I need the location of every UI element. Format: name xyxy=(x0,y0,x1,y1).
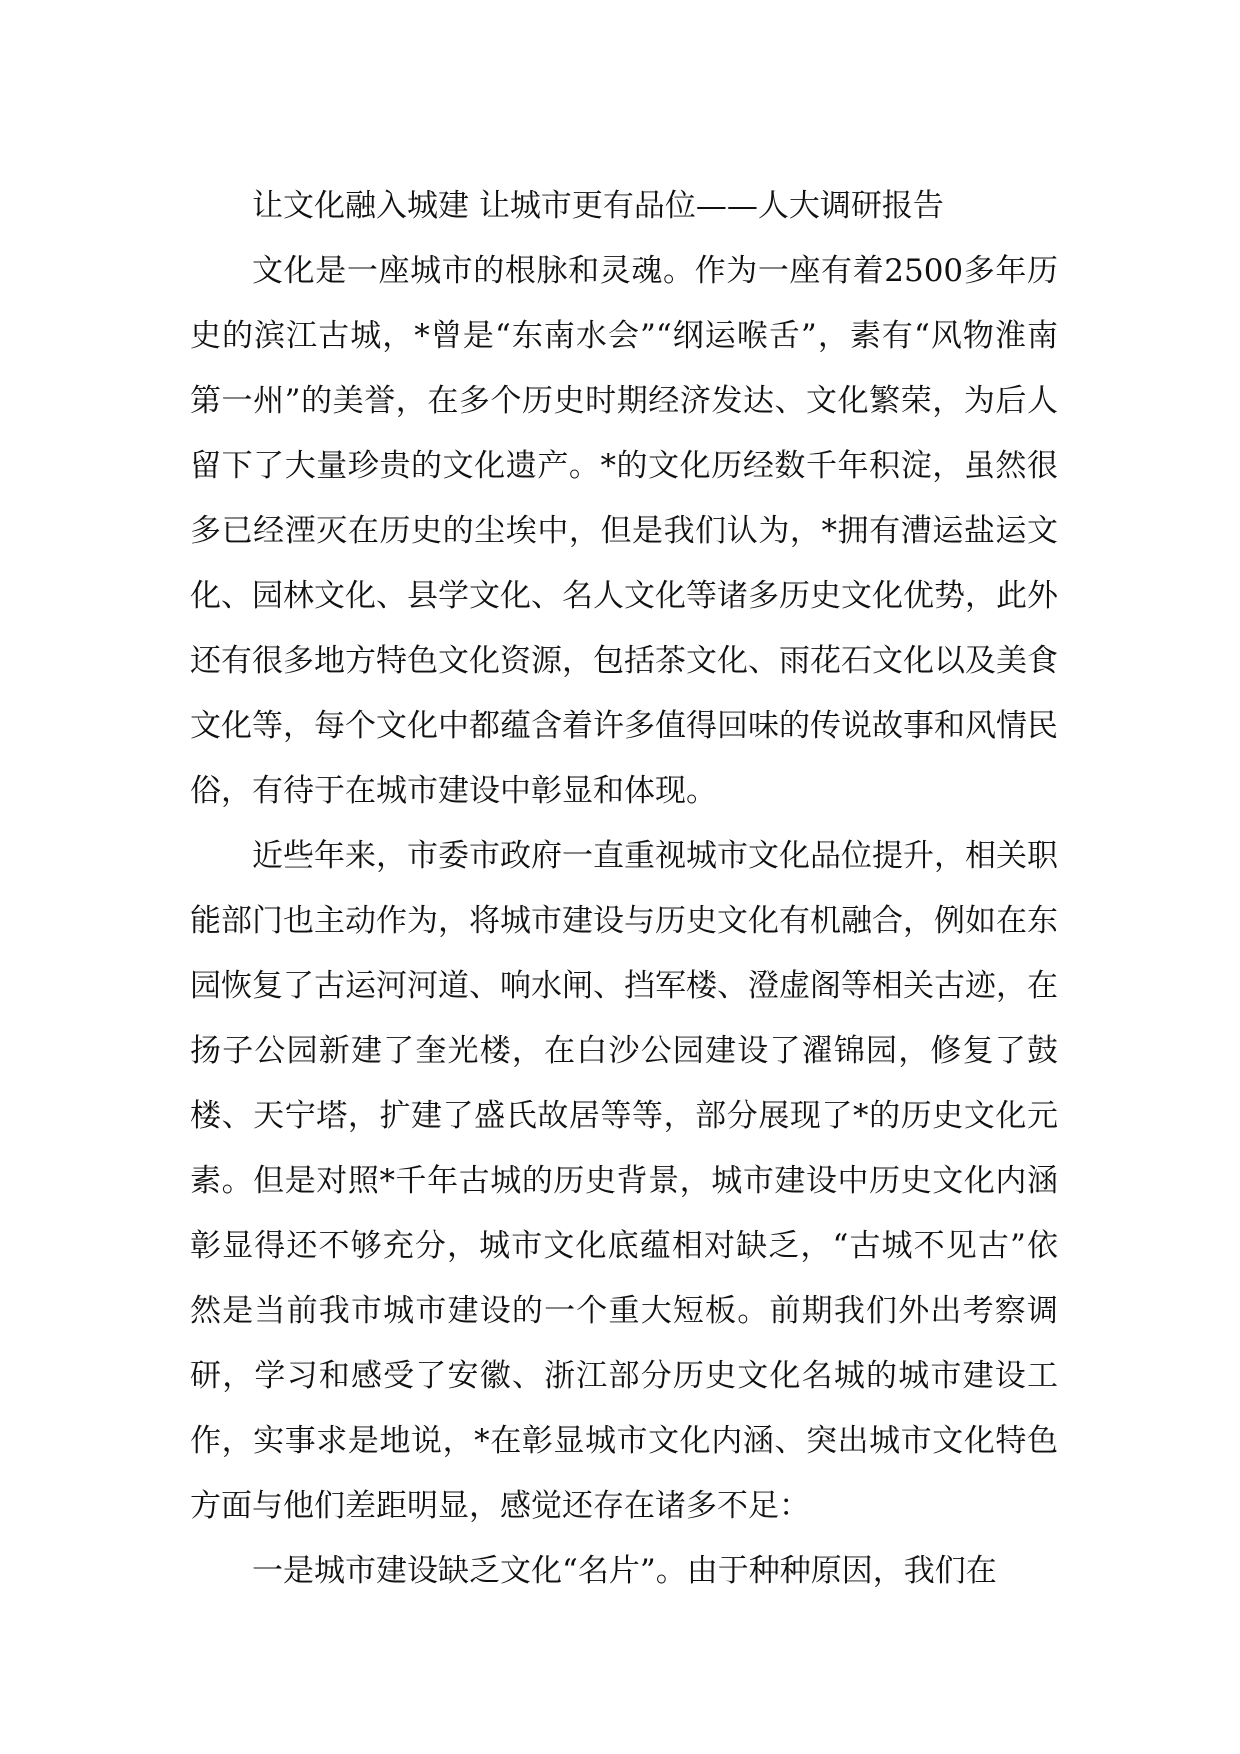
paragraph-point-one: 一是城市建设缺乏文化“名片”。由于种种原因，我们在 xyxy=(252,1553,997,1589)
document-title: 让文化融入城建 让城市更有品位——人大调研报告 xyxy=(252,188,944,224)
document-body xyxy=(190,174,1058,1604)
paragraph-intro: 文化是一座城市的根脉和灵魂。作为一座有着2500多年历史的滨江古城，*曾是“东南水会”“纲运喉舌”，素有“风物淮南第一州”的美誉，在多个历史时期经济发达、文化繁荣，为后人留下了大量珍贵的文化遗产。*的文化历经数千年积淀，虽然很多已经湮灭在历史的尘埃中，但是我们认为，*拥有漕运盐运文化、园林文化、县学文化、名人文化等诸多历史文化优势，此外还有很多地方特色文化资源，包括茶文化、雨花石文化以及美食文化等，每个文化中都蕴含着许多值得回味的传说故事和风情民俗，有待于在城市建设中彰显和体现。 xyxy=(190,253,1058,809)
paragraph-recent-years: 近些年来，市委市政府一直重视城市文化品位提升，相关职能部门也主动作为，将城市建设与历史文化有机融合，例如在东园恢复了古运河河道、响水闸、挡军楼、澄虚阁等相关古迹，在扬子公园新建了奎光楼，在白沙公园建设了濯锦园，修复了鼓楼、天宁塔，扩建了盛氏故居等等，部分展现了*的历史文化元素。但是对照*千年古城的历史背景，城市建设中历史文化内涵彰显得还不够充分，城市文化底蕴相对缺乏，“古城不见古”依然是当前我市城市建设的一个重大短板。前期我们外出考察调研，学习和感受了安徽、浙江部分历史文化名城的城市建设工作，实事求是地说，*在彰显城市文化内涵、突出城市文化特色方面与他们差距明显，感觉还存在诸多不足： xyxy=(190,838,1058,1524)
